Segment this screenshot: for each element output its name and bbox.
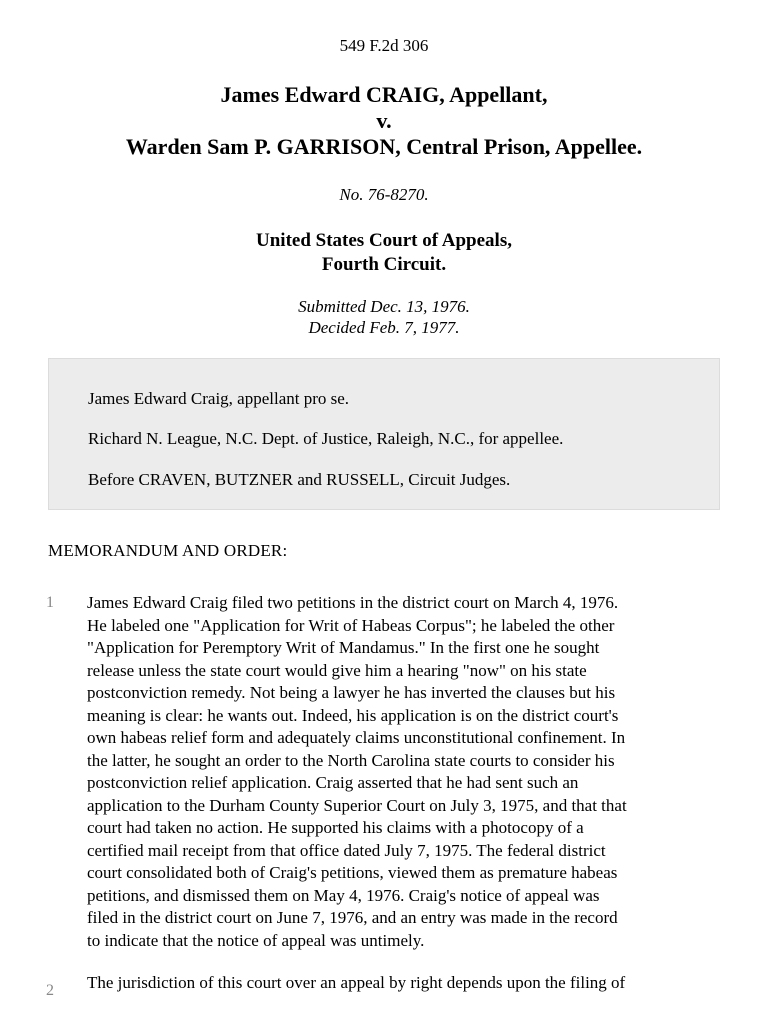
text-line: certified mail receipt from that office dated July 7, 1975. The federal district: [87, 840, 606, 860]
text-line: James Edward Craig filed two petitions in the district court on March 4, 1976.: [87, 593, 619, 612]
case-citation: 549 F.2d 306: [339, 36, 429, 55]
text-line: "Application for Peremptory Writ of Mandamus." In the first one he sought: [87, 638, 600, 657]
paragraph-number[interactable]: 1: [46, 594, 54, 611]
text-line: to indicate that the notice of appeal was untimely.: [87, 930, 425, 950]
appellee-name: Warden Sam P. GARRISON, Central Prison, Appellee.: [125, 134, 643, 159]
text-line: meaning is clear: he wants out. Indeed, his application is on the district court's: [87, 705, 619, 725]
appellant-name: James Edward CRAIG, Appellant,: [220, 82, 548, 107]
text-line: postconviction relief application. Craig asserted that he had sent such an: [87, 773, 579, 792]
panel-judges: Before CRAVEN, BUTZNER and RUSSELL, Circuit Judges.: [88, 470, 511, 489]
text-line: filed in the district court on June 7, 1976, and an entry was made in the record: [87, 908, 618, 927]
court-name-line2: Fourth Circuit.: [321, 254, 447, 275]
text-line: the latter, he sought an order to the North Carolina state courts to consider his: [87, 750, 615, 770]
text-line: release unless the state court would give him a hearing "now" on his state: [87, 660, 587, 680]
text-line: He labeled one "Application for Writ of Habeas Corpus"; he labeled the other: [87, 615, 615, 635]
court-name: [0, 229, 768, 277]
text-line: The jurisdiction of this court over an appeal by right depends upon the filing of: [87, 973, 626, 992]
appellee-counsel: Richard N. League, N.C. Dept. of Justice, Raleigh, N.C., for appellee.: [88, 429, 564, 448]
paragraph-number[interactable]: 2: [46, 982, 54, 999]
case-dates: [0, 296, 768, 338]
versus-label: v.: [376, 108, 392, 133]
text-line: court consolidated both of Craig's petitions, viewed them as premature habeas: [87, 863, 618, 882]
counsel-panel: [48, 358, 720, 510]
submitted-date: Submitted Dec. 13, 1976.: [298, 297, 470, 316]
text-line: court had taken no action. He supported his claims with a photocopy of a: [87, 818, 584, 837]
opinion-heading: MEMORANDUM AND ORDER:: [48, 541, 288, 560]
appellant-counsel: James Edward Craig, appellant pro se.: [88, 389, 350, 408]
text-line: application to the Durham County Superior Court on July 3, 1975, and that that: [87, 795, 627, 815]
case-caption: [0, 82, 768, 160]
paragraph-text: [87, 592, 727, 952]
text-line: own habeas relief form and adequately claims unconstitutional confinement. In: [87, 728, 626, 747]
docket-number: No. 76-8270.: [339, 185, 429, 204]
decided-date: Decided Feb. 7, 1977.: [308, 318, 460, 337]
court-name-line1: United States Court of Appeals,: [256, 230, 512, 251]
text-line: petitions, and dismissed them on May 4, 1976. Craig's notice of appeal was: [87, 885, 600, 905]
paragraph-text: [87, 972, 727, 995]
text-line: postconviction remedy. Not being a lawyer he has inverted the clauses but his: [87, 683, 616, 702]
